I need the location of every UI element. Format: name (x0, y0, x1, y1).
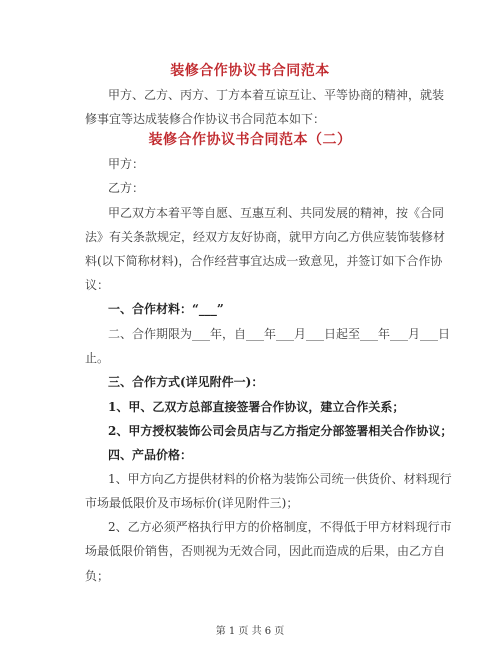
preamble-line-4: 议： (85, 278, 110, 292)
section-3-item-1: 1、甲、乙双方总部直接签署合作协议，建立合作关系； (108, 400, 405, 414)
document-subtitle: 装修合作协议书合同范本（二） (148, 132, 352, 148)
intro-line-2: 修事宜等达成装修合作协议书合同范本如下： (85, 112, 326, 126)
party-b-label: 乙方： (108, 181, 145, 195)
section-4-item-2-line-3: 负； (85, 569, 110, 583)
section-4-heading: 四、产品价格： (108, 448, 193, 462)
preamble-line-1: 甲乙双方本着平等自愿、互惠互利、共同发展的精神，按《合同 (108, 206, 445, 220)
section-4-item-2-line-1: 2、乙方必须严格执行甲方的价格制度，不得低于甲方材料现行市 (108, 520, 452, 534)
preamble-line-2: 法》有关条款规定，经双方友好协商，就甲方向乙方供应装饰装修材 (85, 230, 446, 244)
section-2-line-2: 止。 (85, 351, 110, 365)
section-4-item-1-line-1: 1、甲方向乙方提供材料的价格为装饰公司统一供货价、材料现行 (108, 472, 452, 486)
intro-line-1: 甲方、乙方、丙方、丁方本着互谅互让、平等协商的精神，就装 (108, 88, 445, 102)
section-4-item-2-line-2: 场最低限价销售，否则视为无效合同，因此而造成的后果，由乙方自 (85, 544, 446, 558)
party-a-label: 甲方： (108, 157, 145, 171)
preamble-line-3: 料(以下简称材料)，合作经营事宜达成一致意见，并签订如下合作协 (85, 254, 443, 268)
section-2-line-1: 二、合作期限为___年，自___年___月___日起至___年___月___日 (108, 327, 451, 341)
section-3-item-2: 2、甲方授权装饰公司会员店与乙方指定分部签署相关合作协议； (108, 424, 453, 438)
section-3-heading: 三、合作方式(详见附件一)： (108, 375, 264, 389)
section-1-heading: 一、合作材料：“___” (108, 302, 224, 316)
page-footer: 第 1 页 共 6 页 (215, 626, 285, 637)
section-4-item-1-line-2: 市场最低限价及市场标价(详见附件三)； (85, 496, 299, 510)
document-title: 装修合作协议书合同范本 (170, 63, 330, 79)
